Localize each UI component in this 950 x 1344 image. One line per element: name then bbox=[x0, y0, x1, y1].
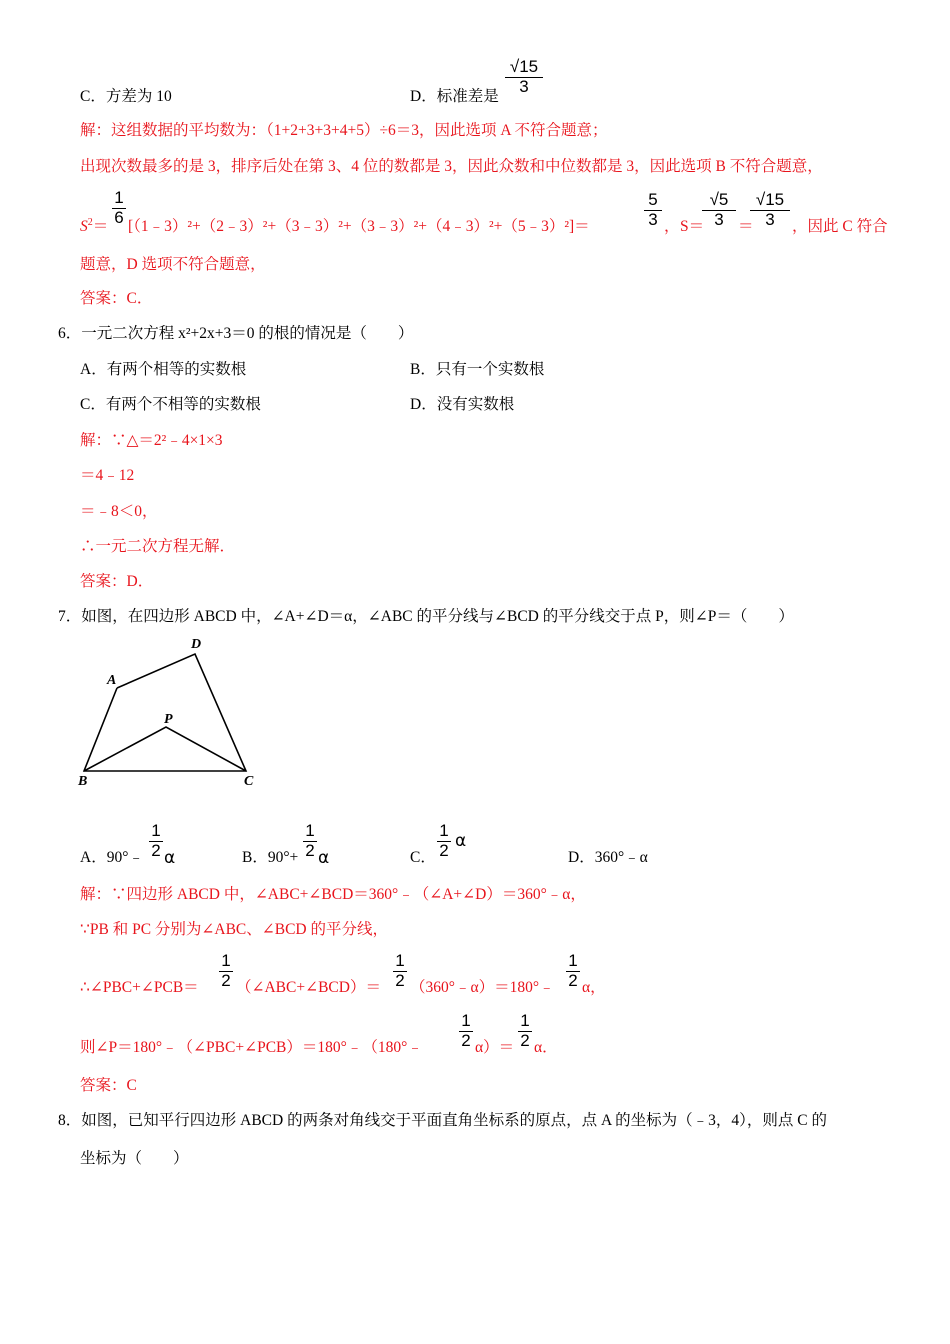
q8-stem-line1: 8．如图，已知平行四边形 ABCD 的两条对角线交于平面直角坐标系的原点，点 A 的坐标为（﹣3，4），则点 C 的 bbox=[58, 1112, 827, 1129]
q5-option-d: D．标准差是 bbox=[410, 88, 499, 105]
q5-solution-line4: 题意，D 选项不符合题意， bbox=[80, 256, 266, 273]
q7-option-a-half: 1 2 bbox=[149, 822, 163, 860]
q6-solution-line3: ＝﹣8＜0， bbox=[80, 503, 158, 520]
label-d: D bbox=[191, 637, 202, 652]
q5-option-d-fraction bbox=[505, 58, 543, 96]
q6-solution-line1: 解：∵△＝2²﹣4×1×3 bbox=[80, 432, 223, 449]
q7-solution-line3a: ∴∠PBC+∠PCB＝ bbox=[80, 979, 199, 996]
q5-solution-line1: 解：这组数据的平均数为：（1+2+3+3+4+5）÷6＝3，因此选项 A 不符合题意； bbox=[80, 122, 608, 139]
q7-option-b-half: 1 2 bbox=[303, 822, 317, 860]
q7-option-c: C． bbox=[410, 849, 436, 866]
fraction-numerator: √15 bbox=[509, 57, 539, 76]
q7-solution-line4a: 则∠P＝180°﹣（∠PBC+∠PCB）＝180°﹣（180°﹣ bbox=[80, 1039, 423, 1056]
q5-stddev-symbol: S＝ bbox=[680, 218, 705, 235]
q5-variance-tail: ，因此 C 符合 bbox=[792, 218, 888, 235]
q5-sixth-fraction: 1 6 bbox=[112, 189, 126, 227]
q7-stem: 7．如图，在四边形 ABCD 中，∠A+∠D＝α，∠ABC 的平分线与∠BCD 的平分线交于点 P，则∠P＝（ ） bbox=[58, 608, 794, 625]
label-b: B bbox=[78, 774, 88, 789]
q7-sol3-alpha: α， bbox=[582, 979, 606, 996]
q7-sol4-half-2: 1 2 bbox=[518, 1012, 532, 1050]
q7-option-a-alpha: α bbox=[164, 848, 176, 868]
q5-variance-symbol: $S^2=$ bbox=[80, 217, 109, 235]
q6-stem: 6．一元二次方程 x²+2x+3＝0 的根的情况是（ ） bbox=[58, 325, 414, 342]
q7-quadrilateral-figure bbox=[70, 630, 270, 795]
q7-option-a: A．90°﹣ bbox=[80, 849, 144, 866]
q5-comma: ， bbox=[664, 218, 680, 235]
q5-option-c: C．方差为 10 bbox=[80, 88, 172, 105]
label-a: A bbox=[107, 673, 117, 688]
q5-answer: 答案：C． bbox=[80, 290, 153, 307]
q7-option-b: B．90°+ bbox=[242, 849, 299, 866]
q7-answer: 答案：C bbox=[80, 1077, 137, 1094]
q7-sol3-half-3: 1 2 bbox=[566, 952, 580, 990]
q5-sqrt-five-thirds: √5 3 bbox=[702, 191, 736, 229]
q6-solution-line4: ∴一元二次方程无解． bbox=[80, 538, 236, 555]
q5-five-thirds-fraction: 5 3 bbox=[644, 191, 662, 229]
q5-sqrt15-over-3: √15 3 bbox=[750, 191, 790, 229]
q7-solution-line3b: （∠ABC+∠BCD）＝ bbox=[236, 979, 381, 996]
q6-option-b: B．只有一个实数根 bbox=[410, 361, 545, 378]
q6-answer: 答案：D． bbox=[80, 573, 154, 590]
q6-solution-line2: ＝4﹣12 bbox=[80, 467, 135, 484]
q7-sol4-alpha: α． bbox=[534, 1039, 558, 1056]
q5-variance-expression: [（1﹣3）²+（2﹣3）²+（3﹣3）²+（3﹣3）²+（4﹣3）²+（5﹣3）²]＝ bbox=[128, 218, 590, 235]
q7-solution-line2: ∵PB 和 PC 分别为∠ABC、∠BCD 的平分线， bbox=[80, 921, 388, 938]
q5-equals: ＝ bbox=[738, 218, 754, 235]
q7-option-d: D．360°﹣α bbox=[568, 849, 648, 866]
q7-sol3-half-1: 1 2 bbox=[219, 952, 233, 990]
q7-option-c-alpha: α bbox=[455, 831, 467, 851]
q7-solution-line3c: （360°﹣α）＝180°﹣ bbox=[410, 979, 555, 996]
label-c: C bbox=[244, 774, 254, 789]
q6-option-c: C．有两个不相等的实数根 bbox=[80, 396, 261, 413]
q7-sol4-half-1: 1 2 bbox=[459, 1012, 473, 1050]
bisector-lines-bp-cp bbox=[84, 727, 246, 771]
q7-sol3-half-2: 1 2 bbox=[393, 952, 407, 990]
q7-solution-line4b: α）＝ bbox=[475, 1039, 515, 1056]
q8-stem-line2: 坐标为（ ） bbox=[80, 1150, 189, 1167]
q7-option-c-half: 1 2 bbox=[437, 822, 451, 860]
q7-solution-line1: 解：∵四边形 ABCD 中，∠ABC+∠BCD＝360°﹣（∠A+∠D）＝360°﹣α， bbox=[80, 886, 586, 903]
q6-option-a: A．有两个相等的实数根 bbox=[80, 361, 247, 378]
label-p: P bbox=[164, 712, 173, 727]
fraction-denominator: 3 bbox=[519, 77, 529, 96]
q7-option-b-alpha: α bbox=[318, 848, 330, 868]
q5-solution-line2: 出现次数最多的是 3，排序后处在第 3、4 位的数都是 3，因此众数和中位数都是 3，因此选项 B 不符合题意， bbox=[80, 158, 823, 175]
q6-option-d: D．没有实数根 bbox=[410, 396, 515, 413]
